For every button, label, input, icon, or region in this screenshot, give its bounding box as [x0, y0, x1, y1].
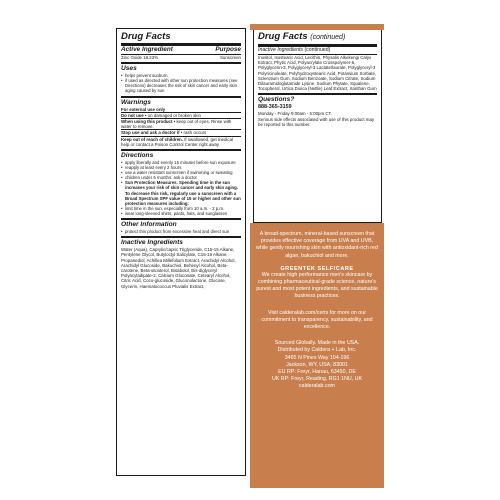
stop-use: • rash occurs: [180, 130, 207, 136]
active-ingredient: Zinc Oxide 18.23%: [121, 55, 159, 60]
inactive-ingredients-continued: Inositol, Isostearic Acid, Lecithin, Physalis Alkekengi Calyx Extract, Phytic Acid, Polyacrylate Crosspolymer-6, Polyglycerin-3, Polyglyceryl-3 Lactate/laurate, Polyglyceryl-3 Polyricinoleate, Polyhydroxystearic Acid, Potassium Sorbate, Sclerotium Gum, Sodium Benzoate, Sodium Citrate, Sodium Dilauramidoglutamide Lysine, Sodium Phytate, Squalene, Tocopherol, Urtica Dioica (Nettle) Leaf Extract, Xanthan Gum: [258, 55, 377, 92]
directions-title: Directions: [121, 152, 154, 159]
directions-item: • use a water resistant sunscreen if swimming or sweating: [121, 170, 241, 175]
warnings-section: [121, 98, 241, 151]
directions-item: • wear long-sleeved shirts, pants, hats, and sunglasses: [121, 211, 241, 216]
panel-top-strip: [250, 24, 384, 30]
website: calderalab.com: [299, 383, 335, 390]
address-line-2: Jackson, WY, USA, 83001: [286, 361, 348, 368]
directions-section: [121, 151, 241, 220]
continued-suffix: (continued): [310, 34, 346, 41]
questions-section: [258, 95, 377, 129]
warnings-title: Warnings: [121, 98, 151, 106]
directions-item: • apply liberally and evenly 15 minutes before sun exposure: [121, 160, 241, 165]
uses-item: • if used as directed with other sun protection measures (see Directions) decreases the risk of skin cancer and early skin aging caused by sun: [121, 78, 241, 93]
questions-title: Questions?: [258, 96, 295, 104]
uses-title: Uses: [121, 65, 137, 73]
inactive-continued-title: Inactive Ingredients: [258, 47, 303, 53]
other-info-title: Other Information: [121, 221, 177, 229]
do-not-use-label: Do not use: [121, 112, 144, 118]
other-info-section: [121, 220, 241, 238]
sourced-text: Sourced Globally. Made in the USA.: [274, 340, 360, 347]
visit-text: Visit calderalab.com/certs for more on our commitment to transparency, sustainability, and excellence.: [261, 309, 373, 331]
active-ingredient-section: [121, 46, 241, 64]
phone-number: 888-365-3159: [258, 104, 292, 111]
active-ingredient-label: Active Ingredient: [121, 46, 173, 53]
do-not-use: • on damaged or broken skin: [144, 112, 201, 118]
stop-use-label: Stop use and ask a doctor if: [121, 130, 180, 136]
inactive-section: [121, 238, 241, 291]
keep-out-label: Keep out of reach of children.: [121, 136, 183, 142]
distributed-text: Distributed by Caldera + Lab, Inc.: [277, 347, 357, 354]
side-effects: Serious side effects associated with use of this product may be reported to this number.: [258, 116, 375, 127]
inactive-continued-section: [258, 47, 377, 95]
inactive-continued-suffix: (continued): [304, 47, 331, 53]
uses-section: [121, 64, 241, 97]
purpose: Sunscreen: [220, 55, 241, 60]
keep-out: If swallowed, get medical help or contact a Poison Control Center right away: [121, 136, 234, 147]
purpose-label: Purpose: [215, 46, 241, 53]
brand-name: GREENTEK SELF/CARE: [280, 265, 354, 272]
brand-panel: [250, 223, 384, 488]
other-info-item: • protect this product from excessive heat and direct sun: [121, 229, 241, 234]
continued-title: Drug Facts: [258, 31, 308, 42]
when-using-label: When using this product: [121, 118, 173, 124]
drug-facts-title: Drug Facts: [121, 31, 241, 46]
directions-item: • limit time in the sun, especially from 10 a.m. - 2 p.m.: [121, 206, 241, 211]
directions-item: • children under 6 months: ask a doctor: [121, 175, 241, 180]
uk-rp: UK RP: Freyr, Reading, RG1 1NU, UK: [271, 376, 363, 383]
product-description: A broad-spectrum, mineral-based sunscreen that provides effective coverage from UVA and UVB, while gently nourishing skin with antioxidant-rich red algae, bakuchiol and more.: [256, 231, 378, 259]
hours: Monday - Friday 9:00am - 5:00pm CT.: [258, 111, 332, 117]
drug-facts-box: [116, 28, 246, 476]
when-using: • keep out of eyes. Rinse with water to remove.: [121, 118, 232, 130]
inactive-ingredients: Water (Aqua), Caprylic/capric Triglyceride, C15-15 Alkane, Pentylene Glycol, Butyloctyl Salicylate, C15-19 Alkane, Propanediol, Achillea Millefolium Extract, Arachidyl Alcohol, Arachidyl Glucoside, Bakuchiol, Behenyl Alcohol, Beta-carotene, Beta-sitosterol, Bisabolol, Bis-diglyceryl Polyacyladipate-2, Calcium Gluconate, Cetearyl Alcohol, Citric Acid, Coco-glucoside, Gluconolactone, Glucose, Glycerin, Haematococcus Pluvialis Extract,: [121, 247, 236, 289]
directions-item: • reapply at least every 2 hours: [121, 165, 241, 170]
uses-item: • helps prevent sunburn: [121, 73, 241, 78]
directions-item: • Sun Protection Measures. Spending time in the sun increases your risk of skin cancer and early skin aging. To decrease this risk, regularly use a sunscreen with a Broad Spectrum SPF value of 15 or higher and other sun protection measures including:: [121, 180, 241, 205]
external-use: For external use only: [121, 107, 241, 113]
eu-rp: EU RP: Freyr, Hanau, 63450, DE: [278, 369, 356, 376]
address-line-1: 3465 N Pines Way 104-196: [284, 354, 350, 361]
brand-mission: We create high performance men's skincare by combining pharmaceutical-grade science, nature's purest and most potent ingredients, and sustainable business practices.: [256, 271, 378, 300]
drug-facts-continued-box: [253, 28, 382, 223]
inactive-title: Inactive Ingredients: [121, 239, 183, 247]
